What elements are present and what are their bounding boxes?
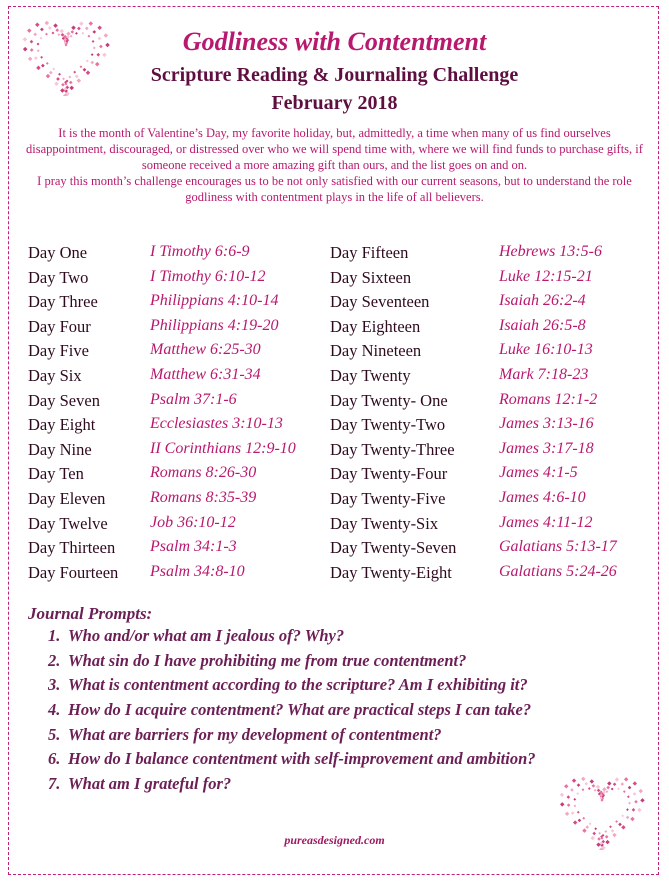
scripture-reference: Philippians 4:19-20 [150,316,279,334]
reading-day-label: Day Eleven [28,488,106,508]
prompt-text: What are barriers for my development of contentment? [68,724,442,744]
journal-prompts-heading: Journal Prompts: [28,604,153,623]
page-title: Godliness with Contentment [182,27,487,56]
scripture-reference: Matthew 6:25-30 [150,341,261,359]
reading-day-label: Day Two [28,267,89,287]
prompt-number: 3. [48,675,61,695]
scripture-reference: James 3:13-16 [499,415,594,433]
journal-prompt [48,626,536,651]
prompt-number: 1. [48,626,61,645]
scripture-reference: Ecclesiastes 3:10-13 [150,415,283,433]
scripture-reference: James 3:17-18 [499,439,594,457]
scripture-reference: Isaiah 26:5-8 [499,316,586,334]
scripture-reference: Isaiah 26:2-4 [499,292,586,310]
reading-day-label: Day Seventeen [330,292,430,312]
journal-prompt [48,725,536,750]
prompt-text: Who and/or what am I jealous of? Why? [68,626,345,645]
scripture-reference: Psalm 34:1-3 [150,538,237,556]
journal-prompt [48,700,536,725]
scripture-reference: James 4:6-10 [499,488,586,506]
reading-day-label: Day Thirteen [28,538,116,558]
scripture-reference: Mark 7:18-23 [499,365,589,383]
reading-day-label: Day Twenty-Eight [330,562,452,582]
reading-day-label: Day Fourteen [28,562,119,582]
prompt-number: 5. [48,724,61,744]
reading-day-label: Day Four [28,316,91,336]
reading-day-label: Day One [28,243,88,262]
reading-day-label: Day Twelve [28,513,108,533]
scripture-reference: Luke 12:15-21 [499,267,593,285]
reading-day-label: Day Ten [28,464,84,484]
reading-day-label: Day Twenty-Four [330,464,448,484]
scripture-reference: Luke 16:10-13 [499,341,593,359]
prompt-text: How do I acquire contentment? What are practical steps I can take? [68,700,532,720]
reading-day-label: Day Five [28,341,89,361]
scripture-reference: Job 36:10-12 [150,513,236,531]
scripture-reference: I Timothy 6:10-12 [150,267,266,285]
prompt-text: What am I grateful for? [68,774,232,794]
reading-day-label: Day Twenty [330,365,411,385]
prompt-text: How do I balance contentment with self-improvement and ambition? [68,749,536,769]
page-subtitle: Scripture Reading & Journaling Challenge [150,64,519,86]
scripture-reference: I Timothy 6:6-9 [150,243,250,260]
journal-prompt [48,675,536,700]
prompt-number: 2. [48,650,61,670]
scripture-reference: Matthew 6:31-34 [150,365,261,383]
journal-prompt [48,651,536,676]
scripture-reference: Galatians 5:13-17 [499,538,617,556]
scripture-reference: Philippians 4:10-14 [150,292,279,310]
scripture-reference: Romans 12:1-2 [499,390,598,408]
reading-day-label: Day Twenty-Three [330,439,455,459]
reading-day-label: Day Eight [28,415,96,435]
journal-prompts-list [48,626,536,799]
reading-day-label: Day Six [28,365,82,385]
prompt-text: What is contentment according to the scripture? Am I exhibiting it? [68,675,528,695]
scripture-reference: Romans 8:35-39 [150,488,257,506]
intro-text [24,125,645,205]
prompt-number: 4. [48,700,61,720]
reading-day-label: Day Twenty- One [330,390,448,410]
reading-day-label: Day Twenty-Five [330,488,446,508]
scripture-reference: Psalm 37:1-6 [150,390,237,408]
reading-day-label: Day Fifteen [330,243,409,262]
reading-day-label: Day Seven [28,390,100,410]
prompt-number: 6. [48,749,61,769]
reading-day-label: Day Nine [28,439,92,459]
scripture-reference: James 4:1-5 [499,464,578,482]
reading-day-label: Day Twenty-Seven [330,538,457,558]
scripture-reference: Galatians 5:24-26 [499,562,617,580]
reading-day-label: Day Sixteen [330,267,412,287]
scripture-reference: Romans 8:26-30 [150,464,257,482]
prompt-number: 7. [48,774,61,794]
reading-day-label: Day Twenty-Two [330,415,446,435]
scripture-reference: Hebrews 13:5-6 [499,243,602,260]
scripture-reference: James 4:11-12 [499,513,593,531]
prompt-text: What sin do I have prohibiting me from true contentment? [68,650,467,670]
page-date: February 2018 [271,92,398,114]
website-footer: pureasdesigned.com [284,833,385,847]
reading-day-label: Day Nineteen [330,341,422,361]
scripture-reference: II Corinthians 12:9-10 [150,439,296,457]
intro-paragraph: I pray this month’s challenge encourages us to be not only satisfied with our current seasons, but to understand the role godliness with contentment plays in the life of all believers. [37,174,632,204]
reading-day-label: Day Twenty-Six [330,513,439,533]
journal-prompt [48,749,536,774]
scripture-reference: Psalm 34:8-10 [150,562,245,580]
journal-prompt [48,774,536,799]
reading-day-label: Day Three [28,292,98,312]
intro-paragraph: It is the month of Valentine’s Day, my favorite holiday, but, admittedly, a time when many of us find ourselves disappointment, discouraged, or distressed over who we will spend time with, where we will find funds to purchase gifts, if someone received a more amazing gift than ours, and the list goes on and on. [26,126,643,172]
reading-day-label: Day Eighteen [330,316,421,336]
